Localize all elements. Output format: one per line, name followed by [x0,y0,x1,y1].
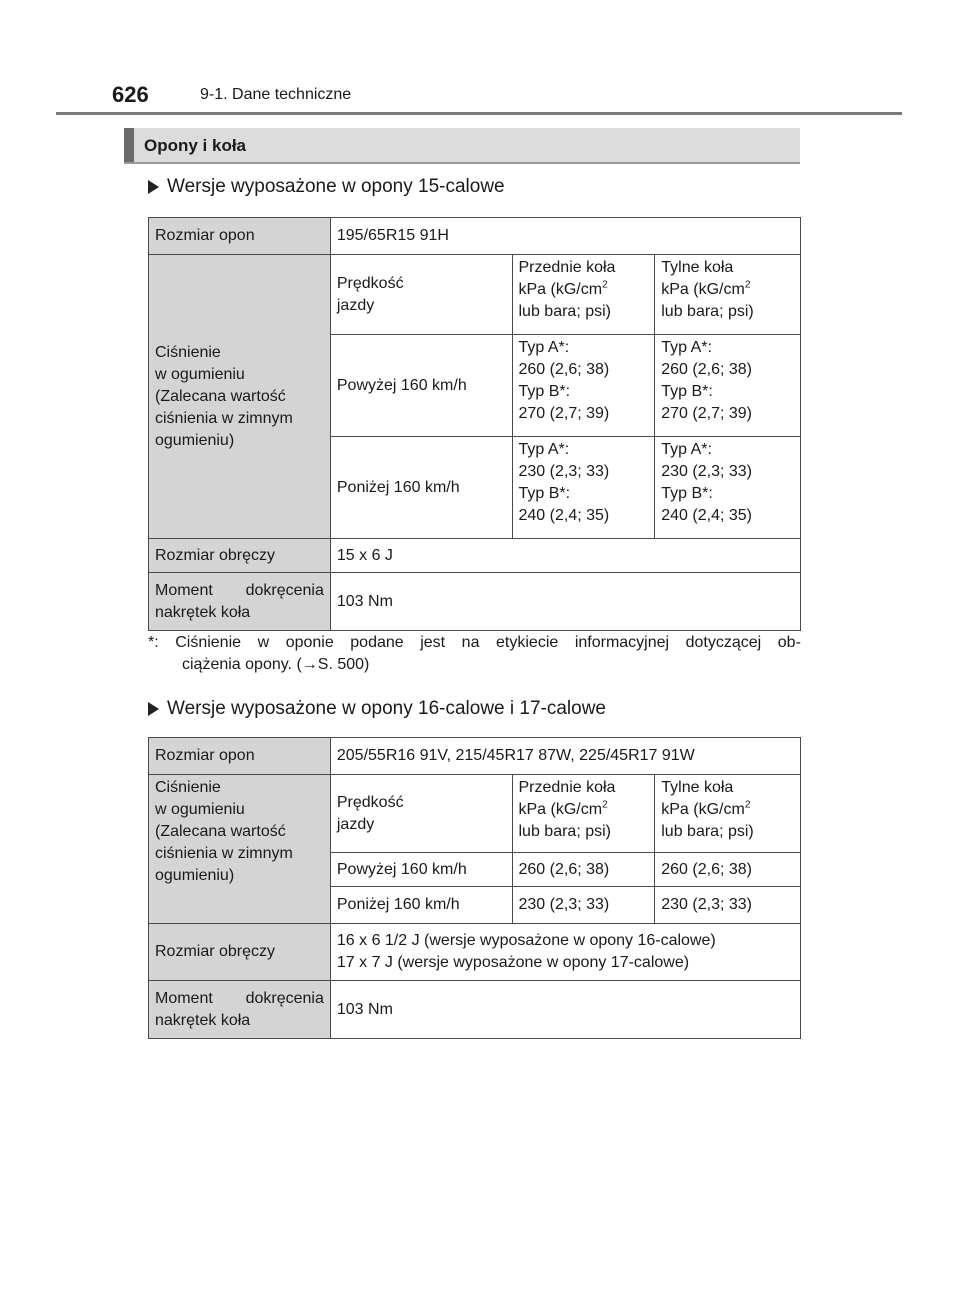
speed-header [330,775,512,853]
rear-header-exponent: 2 [744,799,751,811]
rear-header-line: Tylne koła [661,779,734,796]
rim-size-value: 15 x 6 J [330,539,800,573]
front-header-exponent: 2 [602,279,608,291]
page-header [112,78,902,110]
footnote-word: na [461,634,480,651]
footnote-word: oponie [285,634,334,651]
front-header-line: Przednie koła [518,259,616,276]
footnote-line [148,654,801,676]
cell-line: Typ B*: [518,485,571,502]
rear-header-unit: kPa (kG/cm [661,281,745,298]
table-row [149,775,801,853]
torque-label-word: dokręcenia [245,581,324,599]
page-number: 626 [112,82,149,107]
rim-size-value [330,924,800,981]
torque-label-line: nakrętek koła [155,603,251,621]
rear-header-exponent: 2 [744,279,751,291]
rear-header [655,775,801,853]
footnote-word: Ciśnienie [175,634,242,651]
pressure-label-line: Ciśnienie [155,343,221,361]
cell-line: 230 (2,3; 33) [661,463,752,480]
page-reference-link[interactable]: S. 500) [317,656,370,673]
pressure-label-line: ciśnienia w zimnym [155,845,293,862]
torque-value: 103 Nm [330,981,800,1039]
tire-spec-table-16-17 [148,737,801,1039]
torque-label-line: nakrętek koła [155,1011,251,1029]
front-pressure-cell: 260 (2,6; 38) [512,853,655,887]
table-row [149,981,801,1039]
rim-size-label: Rozmiar obręczy [149,539,331,573]
speed-header-line: jazdy [336,296,375,314]
cell-line: Typ B*: [518,383,571,400]
speed-cell: Powyżej 160 km/h [330,335,512,437]
pressure-label-line: ciśnienia w zimnym [155,409,293,427]
rear-pressure-cell [655,335,801,437]
torque-label-word: dokręcenia [245,989,324,1007]
rim-size-line: 16 x 6 1/2 J (wersje wyposażone w opony 16-calowe) [336,932,716,949]
front-header-line [519,279,649,301]
rear-header-line [661,279,794,301]
table-row [149,218,801,255]
rear-header [655,255,801,335]
rear-header-line: Tylne koła [661,259,734,276]
triangle-bullet-icon [148,702,159,716]
cell-line: 230 (2,3; 33) [518,463,610,480]
cell-line: Typ B*: [661,383,713,400]
table1-heading-text: Wersje wyposażone w opony 15-calowe [167,176,505,197]
cell-line: Typ B*: [661,485,713,502]
cell-line: Typ A*: [518,441,570,458]
table1-heading [148,176,505,198]
rear-pressure-cell: 260 (2,6; 38) [655,853,801,887]
pressure-label-line: ogumieniu) [155,867,235,884]
pressure-label-line: (Zalecana wartość [155,387,286,405]
rear-header-line: lub bara; psi) [661,303,754,320]
footnote-word: dotyczącej [685,634,762,651]
tire-spec-table-15 [148,217,801,631]
pressure-label-line: Ciśnienie [155,779,221,796]
rear-header-unit: kPa (kG/cm [661,801,745,818]
cell-line: Typ A*: [661,441,712,458]
front-header [512,255,655,335]
front-pressure-cell [512,335,655,437]
table-row [149,573,801,631]
front-pressure-cell: 230 (2,3; 33) [512,887,655,924]
arrow-right-icon: → [301,656,318,673]
table-row [149,738,801,775]
speed-header [330,255,512,335]
torque-label-word: Moment [155,581,213,599]
footnote [148,632,801,676]
table-row [149,539,801,573]
section-title-bar [124,128,800,164]
tire-size-label: Rozmiar opon [149,218,331,255]
footnote-word: ob- [777,634,801,651]
rear-header-line [661,799,794,821]
cell-line: 260 (2,6; 38) [661,361,752,378]
table-row [149,924,801,981]
speed-header-line: Prędkość [336,274,404,292]
cell-line: 260 (2,6; 38) [518,361,610,378]
pressure-label-line: (Zalecana wartość [155,823,286,840]
front-header-unit: kPa (kG/cm [518,801,603,818]
torque-label [149,573,331,631]
torque-label-line [155,988,324,1010]
cell-line: 270 (2,7; 39) [518,405,610,422]
footnote-word: *: [148,634,159,651]
cell-line: 270 (2,7; 39) [661,405,752,422]
front-header-line: Przednie koła [518,779,616,796]
rim-size-label: Rozmiar obręczy [149,924,331,981]
rear-pressure-cell [655,437,801,539]
pressure-label [149,775,331,924]
footnote-word: informacyjnej [574,634,670,651]
cell-line: Typ A*: [518,339,570,356]
pressure-label-line: ogumieniu) [155,431,235,449]
speed-header-line: jazdy [336,815,375,833]
table2-heading [148,698,606,720]
footnote-word: podane [350,634,404,651]
footnote-word: etykiecie [496,634,559,651]
front-pressure-cell [512,437,655,539]
speed-header-line: Prędkość [336,793,404,811]
section-accent [124,128,134,162]
table-row [149,255,801,335]
pressure-label-line: w ogumieniu [155,801,245,818]
pressure-label-line: w ogumieniu [155,365,245,383]
cell-line: Typ A*: [661,339,712,356]
header-rule [56,112,902,115]
footnote-text: ciążenia opony. ( [182,656,302,673]
torque-label-line [155,580,324,602]
section-title: Opony i koła [144,136,247,155]
cell-line: 240 (2,4; 35) [518,507,610,524]
speed-cell: Poniżej 160 km/h [330,437,512,539]
pressure-label [149,255,331,539]
footnote-word: jest [420,634,446,651]
table2-heading-text: Wersje wyposażone w opony 16-calowe i 17-calowe [167,698,606,719]
rear-header-line: lub bara; psi) [661,823,754,840]
rim-size-line: 17 x 7 J (wersje wyposażone w opony 17-calowe) [336,954,690,971]
chapter-title: 9-1. Dane techniczne [200,86,352,103]
front-header-line: lub bara; psi) [518,303,611,320]
front-header [512,775,655,853]
front-header-unit: kPa (kG/cm [518,281,603,298]
front-header-line: lub bara; psi) [518,823,611,840]
rear-pressure-cell: 230 (2,3; 33) [655,887,801,924]
cell-line: 240 (2,4; 35) [661,507,752,524]
tire-size-value: 205/55R16 91V, 215/45R17 87W, 225/45R17 91W [330,738,800,775]
front-header-exponent: 2 [602,799,608,811]
footnote-word: w [257,634,270,651]
torque-value: 103 Nm [330,573,800,631]
front-header-line [519,799,649,821]
torque-label-word: Moment [155,989,213,1007]
speed-cell: Poniżej 160 km/h [330,887,512,924]
footnote-line [148,632,801,654]
torque-label [149,981,331,1039]
tire-size-value: 195/65R15 91H [330,218,800,255]
speed-cell: Powyżej 160 km/h [330,853,512,887]
triangle-bullet-icon [148,180,159,194]
tire-size-label: Rozmiar opon [149,738,331,775]
